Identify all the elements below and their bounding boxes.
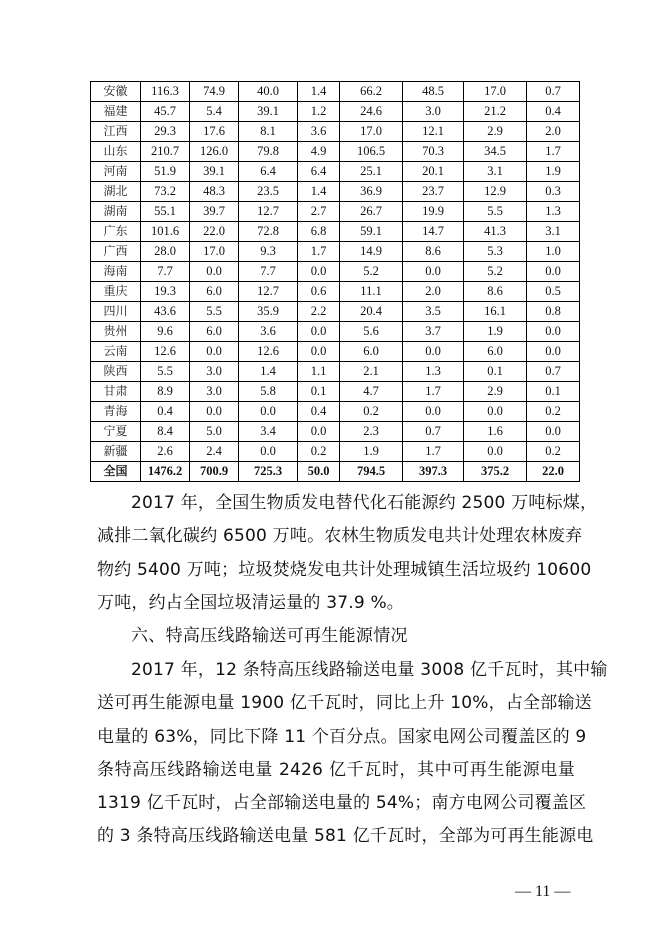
value-cell: 14.9 — [340, 242, 403, 262]
value-cell: 1.7 — [403, 442, 464, 462]
table-total-row — [91, 462, 580, 482]
table-row — [91, 322, 580, 342]
section-heading: 六、特高压线路输送可再生能源情况 — [131, 626, 408, 646]
table-row — [91, 142, 580, 162]
value-cell: 126.0 — [190, 142, 239, 162]
value-cell: 1.3 — [403, 362, 464, 382]
value-cell: 0.7 — [527, 82, 580, 102]
value-cell: 48.5 — [403, 82, 464, 102]
region-cell: 青海 — [91, 402, 141, 422]
region-cell: 全国 — [91, 462, 141, 482]
value-cell: 5.0 — [190, 422, 239, 442]
value-cell: 397.3 — [403, 462, 464, 482]
value-cell: 17.0 — [464, 82, 527, 102]
value-cell: 6.4 — [298, 162, 340, 182]
paragraph-line: 1319 亿千瓦时，占全部输送电量的 54%；南方电网公司覆盖区 — [97, 793, 587, 814]
value-cell: 700.9 — [190, 462, 239, 482]
value-cell: 11.1 — [340, 282, 403, 302]
value-cell: 14.7 — [403, 222, 464, 242]
value-cell: 1.9 — [340, 442, 403, 462]
paragraph-line: 送可再生能源电量 1900 亿千瓦时，同比上升 10%，占全部输送 — [97, 693, 592, 714]
value-cell: 19.3 — [141, 282, 190, 302]
value-cell: 8.6 — [464, 282, 527, 302]
value-cell: 50.0 — [298, 462, 340, 482]
region-cell: 海南 — [91, 262, 141, 282]
table-row — [91, 442, 580, 462]
paragraph-line: 万吨，约占全国垃圾清运量的 37.9 %。 — [97, 592, 405, 613]
value-cell: 12.9 — [464, 182, 527, 202]
value-cell: 375.2 — [464, 462, 527, 482]
value-cell: 5.8 — [239, 382, 298, 402]
value-cell: 12.6 — [141, 342, 190, 362]
value-cell: 0.0 — [527, 342, 580, 362]
paragraph-line: 2017 年，12 条特高压线路输送电量 3008 亿千瓦时，其中输 — [131, 660, 608, 680]
value-cell: 0.0 — [239, 402, 298, 422]
value-cell: 55.1 — [141, 202, 190, 222]
value-cell: 794.5 — [340, 462, 403, 482]
value-cell: 8.1 — [239, 122, 298, 142]
table-row — [91, 422, 580, 442]
value-cell: 0.0 — [403, 342, 464, 362]
value-cell: 22.0 — [190, 222, 239, 242]
provincial-biomass-table — [90, 81, 580, 482]
value-cell: 79.8 — [239, 142, 298, 162]
value-cell: 51.9 — [141, 162, 190, 182]
region-cell: 云南 — [91, 342, 141, 362]
value-cell: 45.7 — [141, 102, 190, 122]
region-cell: 福建 — [91, 102, 141, 122]
value-cell: 20.4 — [340, 302, 403, 322]
value-cell: 1.7 — [298, 242, 340, 262]
value-cell: 0.2 — [298, 442, 340, 462]
value-cell: 3.6 — [298, 122, 340, 142]
value-cell: 5.2 — [464, 262, 527, 282]
value-cell: 3.5 — [403, 302, 464, 322]
value-cell: 0.1 — [464, 362, 527, 382]
value-cell: 39.1 — [190, 162, 239, 182]
paragraph-line: 条特高压线路输送电量 2426 亿千瓦时，其中可再生能源电量 — [97, 759, 575, 780]
value-cell: 23.5 — [239, 182, 298, 202]
value-cell: 0.3 — [527, 182, 580, 202]
region-cell: 宁夏 — [91, 422, 141, 442]
region-cell: 山东 — [91, 142, 141, 162]
value-cell: 0.1 — [527, 382, 580, 402]
value-cell: 5.3 — [464, 242, 527, 262]
value-cell: 19.9 — [403, 202, 464, 222]
value-cell: 0.0 — [403, 262, 464, 282]
paragraph-line: 物约 5400 万吨；垃圾焚烧发电共计处理城镇生活垃圾约 10600 — [97, 559, 592, 580]
value-cell: 9.6 — [141, 322, 190, 342]
value-cell: 4.9 — [298, 142, 340, 162]
value-cell: 6.8 — [298, 222, 340, 242]
value-cell: 0.4 — [527, 102, 580, 122]
region-cell: 陕西 — [91, 362, 141, 382]
table-row — [91, 302, 580, 322]
region-cell: 湖北 — [91, 182, 141, 202]
value-cell: 17.6 — [190, 122, 239, 142]
value-cell: 66.2 — [340, 82, 403, 102]
value-cell: 72.8 — [239, 222, 298, 242]
value-cell: 1.0 — [527, 242, 580, 262]
value-cell: 6.0 — [190, 322, 239, 342]
value-cell: 116.3 — [141, 82, 190, 102]
region-cell: 贵州 — [91, 322, 141, 342]
value-cell: 12.7 — [239, 282, 298, 302]
value-cell: 43.6 — [141, 302, 190, 322]
value-cell: 6.0 — [340, 342, 403, 362]
value-cell: 0.4 — [298, 402, 340, 422]
value-cell: 2.9 — [464, 382, 527, 402]
value-cell: 3.1 — [464, 162, 527, 182]
value-cell: 0.6 — [298, 282, 340, 302]
value-cell: 0.1 — [298, 382, 340, 402]
value-cell: 73.2 — [141, 182, 190, 202]
region-cell: 江西 — [91, 122, 141, 142]
region-cell: 广西 — [91, 242, 141, 262]
region-cell: 重庆 — [91, 282, 141, 302]
value-cell: 2.2 — [298, 302, 340, 322]
value-cell: 0.0 — [464, 402, 527, 422]
value-cell: 41.3 — [464, 222, 527, 242]
value-cell: 0.0 — [190, 342, 239, 362]
value-cell: 0.0 — [298, 262, 340, 282]
paragraph-line: 电量的 63%，同比下降 11 个百分点。国家电网公司覆盖区的 9 — [97, 726, 587, 747]
value-cell: 3.6 — [239, 322, 298, 342]
value-cell: 1.6 — [464, 422, 527, 442]
value-cell: 21.2 — [464, 102, 527, 122]
value-cell: 70.3 — [403, 142, 464, 162]
value-cell: 17.0 — [340, 122, 403, 142]
value-cell: 1.7 — [403, 382, 464, 402]
region-cell: 四川 — [91, 302, 141, 322]
value-cell: 40.0 — [239, 82, 298, 102]
value-cell: 26.7 — [340, 202, 403, 222]
value-cell: 2.0 — [403, 282, 464, 302]
value-cell: 0.0 — [527, 322, 580, 342]
value-cell: 74.9 — [190, 82, 239, 102]
value-cell: 34.5 — [464, 142, 527, 162]
value-cell: 36.9 — [340, 182, 403, 202]
table-row — [91, 282, 580, 302]
value-cell: 2.4 — [190, 442, 239, 462]
value-cell: 2.1 — [340, 362, 403, 382]
region-cell: 湖南 — [91, 202, 141, 222]
table-row — [91, 222, 580, 242]
value-cell: 0.4 — [141, 402, 190, 422]
value-cell: 1.4 — [298, 82, 340, 102]
table-row — [91, 162, 580, 182]
value-cell: 7.7 — [239, 262, 298, 282]
value-cell: 29.3 — [141, 122, 190, 142]
value-cell: 59.1 — [340, 222, 403, 242]
paragraph-biomass-summary — [97, 487, 598, 620]
paragraph-line: 减排二氧化碳约 6500 万吨。农林生物质发电共计处理农林废弃 — [97, 526, 583, 547]
table-row — [91, 342, 580, 362]
value-cell: 24.6 — [340, 102, 403, 122]
value-cell: 725.3 — [239, 462, 298, 482]
value-cell: 1.1 — [298, 362, 340, 382]
value-cell: 0.0 — [527, 262, 580, 282]
value-cell: 0.0 — [464, 442, 527, 462]
value-cell: 1.7 — [527, 142, 580, 162]
value-cell: 0.0 — [298, 322, 340, 342]
value-cell: 5.5 — [190, 302, 239, 322]
value-cell: 8.6 — [403, 242, 464, 262]
value-cell: 9.3 — [239, 242, 298, 262]
value-cell: 0.0 — [190, 402, 239, 422]
value-cell: 39.7 — [190, 202, 239, 222]
value-cell: 17.0 — [190, 242, 239, 262]
value-cell: 0.2 — [340, 402, 403, 422]
table-row — [91, 242, 580, 262]
value-cell: 3.0 — [190, 382, 239, 402]
value-cell: 0.8 — [527, 302, 580, 322]
value-cell: 3.1 — [527, 222, 580, 242]
value-cell: 8.9 — [141, 382, 190, 402]
table-row — [91, 362, 580, 382]
value-cell: 0.2 — [527, 442, 580, 462]
table-row — [91, 402, 580, 422]
value-cell: 8.4 — [141, 422, 190, 442]
value-cell: 7.7 — [141, 262, 190, 282]
value-cell: 25.1 — [340, 162, 403, 182]
value-cell: 2.7 — [298, 202, 340, 222]
region-cell: 河南 — [91, 162, 141, 182]
value-cell: 2.6 — [141, 442, 190, 462]
value-cell: 1.2 — [298, 102, 340, 122]
value-cell: 0.0 — [239, 442, 298, 462]
value-cell: 1.4 — [298, 182, 340, 202]
region-cell: 安徽 — [91, 82, 141, 102]
value-cell: 6.0 — [464, 342, 527, 362]
value-cell: 22.0 — [527, 462, 580, 482]
value-cell: 0.0 — [403, 402, 464, 422]
value-cell: 3.0 — [403, 102, 464, 122]
value-cell: 101.6 — [141, 222, 190, 242]
value-cell: 35.9 — [239, 302, 298, 322]
value-cell: 106.5 — [340, 142, 403, 162]
table-row — [91, 262, 580, 282]
value-cell: 12.6 — [239, 342, 298, 362]
value-cell: 3.4 — [239, 422, 298, 442]
value-cell: 4.7 — [340, 382, 403, 402]
value-cell: 28.0 — [141, 242, 190, 262]
value-cell: 1.4 — [239, 362, 298, 382]
region-cell: 甘肃 — [91, 382, 141, 402]
value-cell: 0.0 — [527, 422, 580, 442]
value-cell: 6.4 — [239, 162, 298, 182]
value-cell: 2.0 — [527, 122, 580, 142]
value-cell: 2.3 — [340, 422, 403, 442]
value-cell: 1.3 — [527, 202, 580, 222]
paragraph-uhv-transmission — [97, 654, 608, 854]
value-cell: 20.1 — [403, 162, 464, 182]
value-cell: 5.5 — [464, 202, 527, 222]
table-body — [91, 82, 580, 482]
value-cell: 210.7 — [141, 142, 190, 162]
region-cell: 广东 — [91, 222, 141, 242]
region-cell: 新疆 — [91, 442, 141, 462]
value-cell: 2.9 — [464, 122, 527, 142]
page-number: — 11 — — [515, 883, 571, 900]
table-row — [91, 122, 580, 142]
value-cell: 1.9 — [527, 162, 580, 182]
value-cell: 3.0 — [190, 362, 239, 382]
value-cell: 0.7 — [403, 422, 464, 442]
value-cell: 12.7 — [239, 202, 298, 222]
value-cell: 5.2 — [340, 262, 403, 282]
value-cell: 0.5 — [527, 282, 580, 302]
value-cell: 5.4 — [190, 102, 239, 122]
table-row — [91, 82, 580, 102]
value-cell: 0.2 — [527, 402, 580, 422]
table-row — [91, 102, 580, 122]
table-row — [91, 202, 580, 222]
value-cell: 23.7 — [403, 182, 464, 202]
value-cell: 39.1 — [239, 102, 298, 122]
table-row — [91, 182, 580, 202]
value-cell: 0.0 — [190, 262, 239, 282]
value-cell: 6.0 — [190, 282, 239, 302]
value-cell: 12.1 — [403, 122, 464, 142]
table-row — [91, 382, 580, 402]
value-cell: 1.9 — [464, 322, 527, 342]
value-cell: 5.5 — [141, 362, 190, 382]
value-cell: 0.0 — [298, 422, 340, 442]
paragraph-line: 2017 年，全国生物质发电替代化石能源约 2500 万吨标煤， — [131, 493, 598, 513]
value-cell: 16.1 — [464, 302, 527, 322]
value-cell: 48.3 — [190, 182, 239, 202]
value-cell: 3.7 — [403, 322, 464, 342]
value-cell: 5.6 — [340, 322, 403, 342]
value-cell: 0.0 — [298, 342, 340, 362]
paragraph-line: 的 3 条特高压线路输送电量 581 亿千瓦时，全部为可再生能源电 — [97, 826, 594, 847]
value-cell: 0.7 — [527, 362, 580, 382]
value-cell: 1476.2 — [141, 462, 190, 482]
